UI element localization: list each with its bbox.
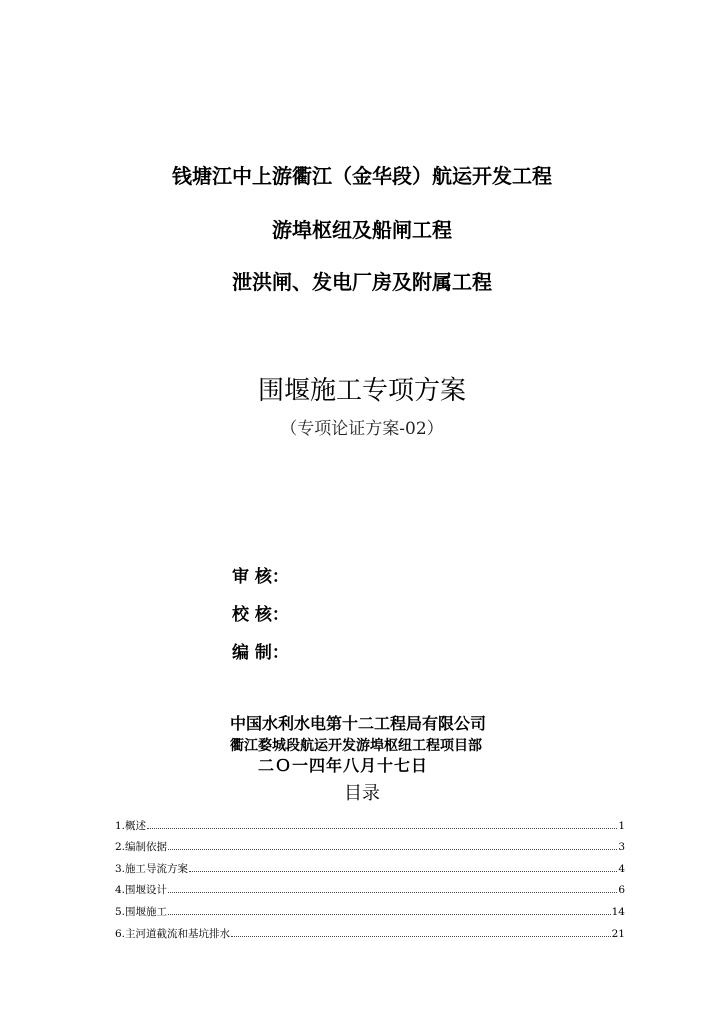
project-department: 衢江婺城段航运开发游埠枢纽工程项目部 [230,738,482,754]
company-name: 中国水利水电第十二工程局有限公司 [230,714,487,733]
toc-leader-dots [168,848,617,850]
toc-leader-dots [168,891,617,893]
toc-entry-page: 6 [618,884,625,897]
toc-heading: 目录 [344,783,380,804]
check-signoff: 校 核： [232,605,289,625]
document-title: 围堰施工专项方案 [257,376,466,406]
toc-leader-dots [168,913,611,915]
document-subtitle: （专项论证方案-02） [280,419,444,439]
toc-entry-page: 21 [611,927,625,940]
toc-entry[interactable] [115,918,625,940]
toc-entry-page: 4 [618,862,625,875]
toc-entry-label: 5.围堰施工 [115,905,168,918]
project-title-line-1: 钱塘江中上游衢江（金华段）航运开发工程 [172,164,552,188]
toc-entry[interactable] [115,810,625,832]
project-title-line-3: 泄洪闸、发电厂房及附属工程 [232,270,492,294]
project-title-line-2: 游埠枢纽及船闸工程 [272,218,452,242]
toc-entry[interactable] [115,875,625,897]
toc-entry-label: 1.概述 [115,819,147,832]
toc-entry-page: 3 [618,841,625,854]
review-signoff: 审 核： [232,567,289,587]
toc-entry-label: 4.围堰设计 [115,884,168,897]
toc-leader-dots [189,870,617,872]
document-date: 二Ｏ一四年八月十七日 [258,756,429,775]
table-of-contents [115,810,625,940]
toc-entry-page: 1 [618,819,625,832]
toc-entry-label: 2.编制依据 [115,841,168,854]
toc-entry-label: 3.施工导流方案 [115,862,189,875]
toc-entry[interactable] [115,832,625,854]
toc-entry[interactable] [115,853,625,875]
toc-leader-dots [231,935,611,937]
toc-leader-dots [147,827,617,829]
toc-entry-label: 6.主河道截流和基坑排水 [115,927,231,940]
prepare-signoff: 编 制： [232,643,289,663]
toc-entry-page: 14 [611,905,625,918]
toc-entry[interactable] [115,896,625,918]
